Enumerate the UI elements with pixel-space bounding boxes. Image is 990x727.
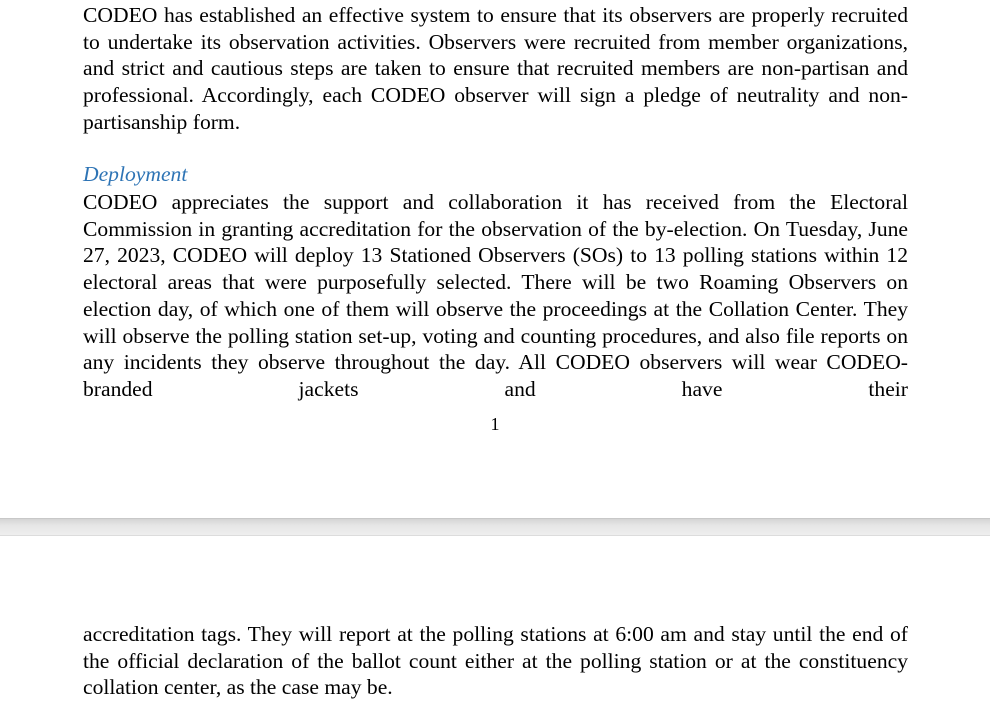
deployment-heading: Deployment <box>83 162 188 186</box>
deployment-paragraph: CODEO appreciates the support and collaboration it has received from the Electoral Commission in granting accreditation for the observation of the by-election. On Tuesday, June 27, 2023, CODEO will deploy 13 Stationed Observers (SOs) to 13 polling stations within 12 electoral areas that were purposefully selected. There will be two Roaming Observers on election day, of which one of them will observe the proceedings at the Collation Center. They will observe the polling station set-up, voting and counting procedures, and also file reports on any incidents they observe throughout the day. All CODEO observers will wear CODEO-branded jackets and have their <box>83 190 908 401</box>
continuation-paragraph: accreditation tags. They will report at the polling stations at 6:00 am and stay until the end of the official declaration of the ballot count either at the polling station or at the constituency collation center, as the case may be. <box>83 622 908 700</box>
page-number: 1 <box>490 414 500 434</box>
recruitment-paragraph: CODEO has established an effective system to ensure that its observers are properly recruited to undertake its observation activities. Observers were recruited from member organizations, and strict and cautious steps are taken to ensure that recruited members are non-partisan and professional. Accordingly, each CODEO observer will sign a pledge of neutrality and non-partisanship form. <box>83 3 908 134</box>
page-separator <box>0 518 990 536</box>
document-page-2 <box>0 536 990 727</box>
